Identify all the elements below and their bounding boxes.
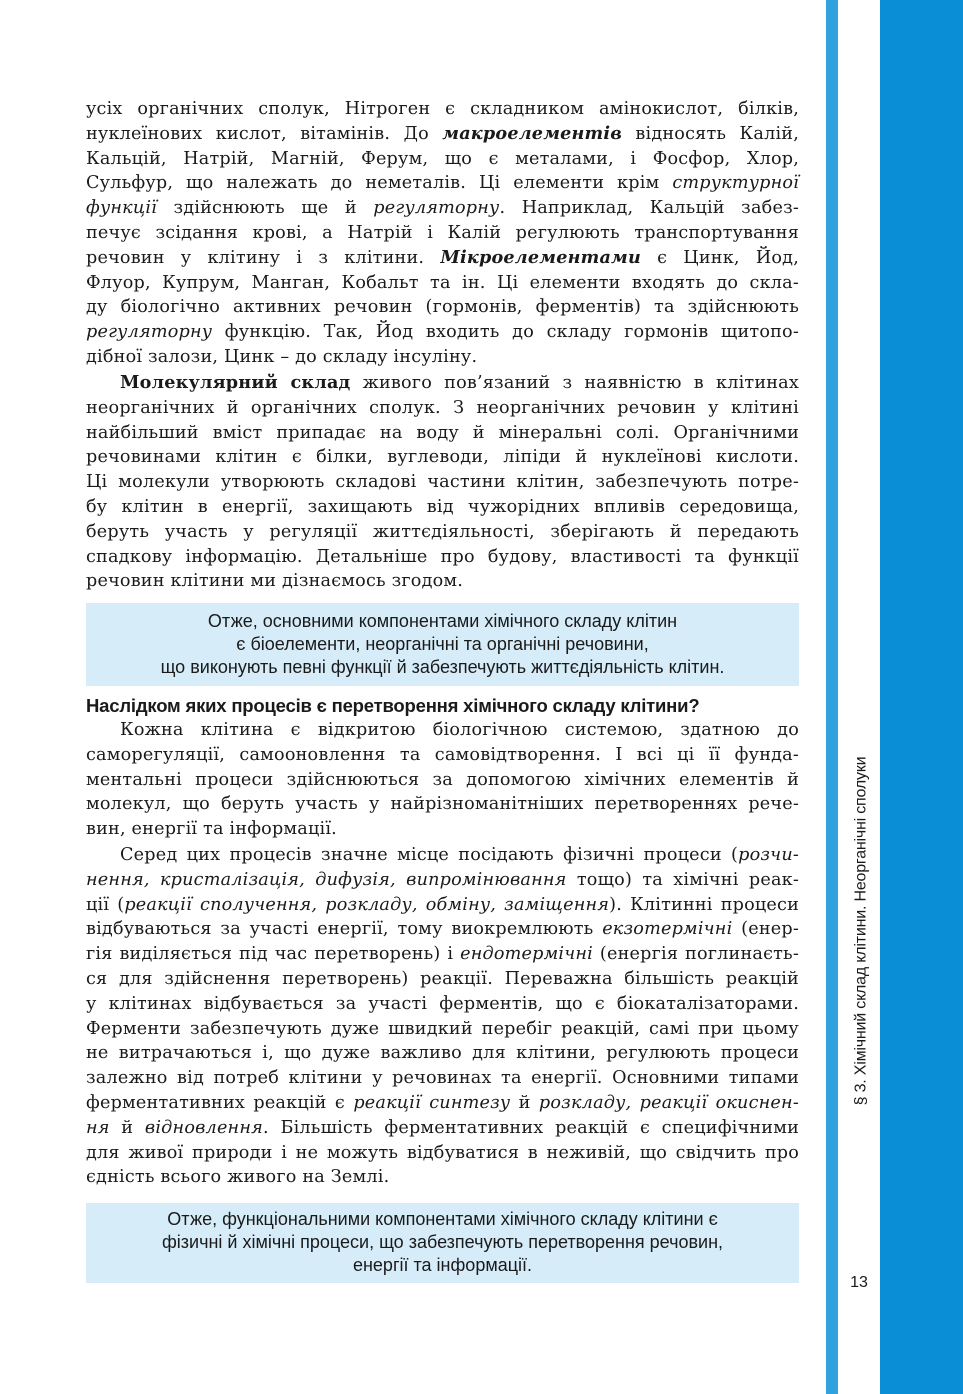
text-run: залежно від потреб клітини у речовинах та енергії. Основними типами [86,1068,799,1089]
emphasized-term: ня [86,1117,110,1138]
text-line [86,122,799,147]
text-run: речовин у клітину і з клітини. [86,247,441,268]
text-line [86,792,799,817]
text-run: Сульфур, що належать до неметалів. Ці елементи крім [86,173,673,194]
text-line [86,917,799,942]
text-run: печує зсідання крові, а Натрій і Калій регулюють транспортування [86,222,799,243]
text-line [86,495,799,520]
text-run: нуклеїнових кислот, вітамінів. До [86,123,443,144]
emphasized-term: нення, кристалізація, дифузія, випромінювання [86,869,567,890]
text-line [86,1091,799,1116]
text-line [86,320,799,345]
text-line [86,868,799,893]
text-line [86,817,799,842]
emphasized-term: макроелементів [442,122,622,144]
text-run: Кожна клітина є відкритою біологічною системою, здатною до [120,720,799,740]
paragraph-open-system [86,718,799,842]
text-line [86,967,799,992]
text-line [86,271,799,296]
conclusion-line: що виконують певні функції й забезпечують життєдіяльність клітин. [160,657,725,677]
text-run: відносять Калій, [622,123,799,144]
text-run: тощо) та хімічні реак- [566,869,799,890]
side-margin-band [838,0,880,1394]
text-run: живого пов’язаний з наявністю в клітинах [350,373,799,393]
text-run: дібної залози, Цинк – до складу інсуліну. [86,346,478,367]
text-line [86,147,799,172]
conclusion-line: фізичні й хімічні процеси, що забезпечують перетворення речовин, [161,1232,724,1252]
text-run: єдність всього живого на Землі. [86,1167,390,1188]
text-run: Кальцій, Натрій, Магній, Ферум, що є металами, і Фосфор, Хлор, [86,148,799,169]
section-title-text: § 3. Хімічний склад клітини. Неорганічні сполуки [852,756,869,1106]
text-line [86,470,799,495]
text-run: ). Клітинні процеси [609,894,800,915]
running-section-title [849,742,873,1120]
emphasized-term: структурної [672,173,799,194]
text-run: неорганічних й органічних сполук. З неорганічних речовин у клітині [86,397,799,418]
text-run: Серед цих процесів значне місце посідають фізичні процеси ( [120,845,739,865]
text-line [86,768,799,793]
paragraph-processes [86,843,799,1190]
conclusion-box-processes [86,1203,799,1283]
text-line [86,396,799,421]
text-run: й [109,1117,145,1138]
text-run: Флуор, Купрум, Манган, Кобальт та ін. Ці елементи входять до скла- [86,272,799,293]
conclusion-line: є біоелементи, неорганічні та органічні речовини, [236,634,649,654]
text-run: ментальні процеси здійснюються за допомогою хімічних елементів й [86,769,799,790]
emphasized-term: Мікроелементами [440,246,641,268]
text-run: саморегуляції, самооновлення та самовідтворення. І всі ці її фунда- [86,744,799,765]
emphasized-term: реакції сполучення, розкладу, обміну, заміщення [124,894,610,915]
text-line [86,295,799,320]
text-run: Ці молекули утворюють складові частини клітин, забезпечують потре- [86,472,799,493]
section-heading: Наслідком яких процесів є перетворення хімічного складу клітини? [86,695,700,716]
emphasized-term: Молекулярний склад [120,372,351,393]
text-run: . Наприклад, Кальцій забез- [499,198,800,219]
text-run: здійснюють ще й [157,198,374,219]
text-run: ферментативних реакцій є [86,1092,354,1113]
side-accent-stripe-light [826,0,838,1394]
text-run: молекул, що беруть участь у найрізноманітніших перетвореннях рече- [86,794,799,815]
text-run: ся для здійснення перетворень) реакції. Переважна більшість реакцій [86,968,799,989]
text-line [86,345,799,370]
emphasized-term: ендотермічні [460,944,593,965]
paragraph-elements [86,97,799,370]
text-run: є Цинк, Йод, [640,247,799,268]
text-line [86,1041,799,1066]
text-line [86,196,799,221]
text-line [86,1116,799,1141]
text-line [86,942,799,967]
text-line [86,1141,799,1166]
emphasized-term: реакції синтезу [353,1092,511,1113]
text-run: бу клітин в енергії, захищають від чужорідних впливів середовища, [86,496,799,517]
text-line [86,893,799,918]
text-line [86,569,799,594]
text-run: найбільший вміст припадає на воду й мінеральні солі. Органічними [86,422,799,443]
text-line [86,718,799,743]
text-line [86,520,799,545]
emphasized-term: екзотермічні [602,919,733,940]
text-run: (енергія поглинаєть- [593,944,799,965]
text-run: ду біологічно активних речовин (гормонів, ферментів) та здійснюють [86,297,799,318]
text-line [86,371,799,396]
text-run: беруть участь у регуляції життєдіяльності, зберігають й передають [86,521,799,542]
side-accent-stripe-dark [880,0,963,1394]
text-run: у клітинах відбувається за участі ферментів, що є біокаталізаторами. [86,993,799,1014]
text-line [86,1165,799,1190]
emphasized-term: функції [86,198,158,219]
text-run: речовинами клітин є білки, вуглеводи, ліпіди й нуклеїнові кислоти. [86,447,799,468]
text-run: й [510,1092,539,1113]
conclusion-line: Отже, основними компонентами хімічного складу клітин [207,611,678,631]
text-run: . Більшість ферментативних реакцій є специфічними [263,1117,800,1138]
emphasized-term: регуляторну [373,198,500,219]
emphasized-term: відновлення [144,1117,263,1138]
conclusion-box-composition [86,603,799,686]
text-run: гія виділяється під час перетворень) і [86,944,461,965]
text-run: спадкову інформацію. Детальніше про будову, властивості та функції [86,546,799,567]
text-run: не витрачаються і, що дуже важливо для клітини, регулюють процеси [86,1043,799,1064]
text-run: відбуваються за участі енергії, тому виокремлюють [86,919,603,940]
text-line [86,246,799,271]
text-line [86,171,799,196]
text-line [86,992,799,1017]
text-run: усіх органічних сполук, Нітроген є складником амінокислот, білків, [86,99,799,119]
text-line [86,545,799,570]
conclusion-line: енергії та інформації. [352,1255,533,1275]
text-run: для живої природи і не можуть відбуватися в неживій, що свідчить про [86,1142,799,1163]
text-run: ції ( [86,894,125,915]
text-run: вин, енергії та інформації. [86,819,337,840]
text-line [86,1066,799,1091]
text-line [86,1017,799,1042]
text-line [86,843,799,868]
text-line [86,421,799,446]
paragraph-molecular-composition [86,371,799,594]
emphasized-term: регуляторну [86,322,213,343]
text-line [86,445,799,470]
emphasized-term: розкладу, реакції окиснен- [538,1092,799,1113]
text-run: Ферменти забезпечують дуже швидкий перебіг реакцій, самі при цьому [86,1018,799,1039]
text-line [86,743,799,768]
text-run: речовин клітини ми дізнаємось згодом. [86,571,464,592]
text-line [86,97,799,122]
page-number: 13 [850,1274,868,1291]
text-line [86,221,799,246]
conclusion-line: Отже, функціональними компонентами хімічного складу клітини є [167,1209,718,1229]
text-run: (енер- [732,919,799,940]
text-run: функцію. Так, Йод входить до складу гормонів щитопо- [212,322,799,343]
emphasized-term: розчи- [738,845,799,865]
